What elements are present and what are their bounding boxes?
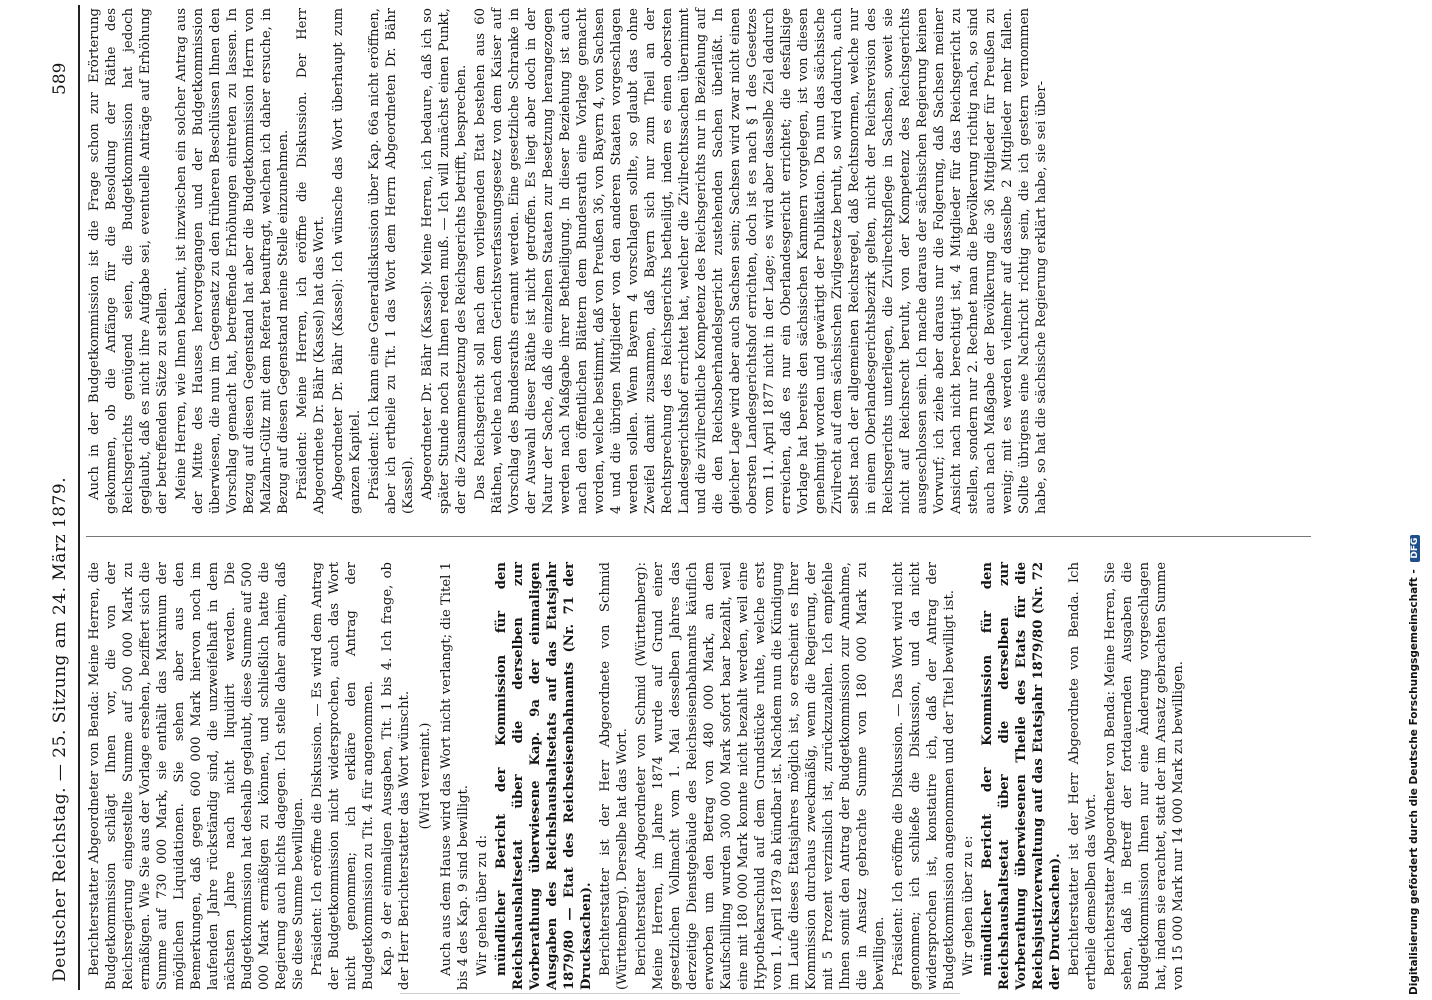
paragraph: Berichterstatter ist der Herr Abgeordnete von Schmid (Württemberg). Derselbe hat das Wort. [598, 562, 630, 990]
page-header [0, 0, 70, 1000]
dfg-logo-badge: DFG [1410, 535, 1420, 562]
paragraph: Berichterstatter Abgeordneter von Schmid (Württemberg): Meine Herren, im Jahre 1874 wurde auf Grund einer gesetzlichen Vollmacht vom 1. Mai desselben Jahres das derzeitige Dienstgebäude des Reichseisenbahnamts käuflich erworben um den Betrag von 480 000 Mark, an dem Kaufschilling wurden 300 000 Mark sofort baar bezahlt, weil eine mit 180 000 Mark konnte nicht bezahlt werden, weil eine Hypothekarschuld auf dem Grundstücke ruhte, welche erst vom 1. April 1879 ab kündbar ist. Nachdem nun die Kündigung im Laufe dieses Etatsjahres möglich ist, so erscheint es Ihrer Kommission durchaus zweckmäßig, wenn die Regierung, der mit 5 Prozent verzinslich ist, zurückzuzahlen. Ich empfehle Ihnen somit den Antrag der Budgetkommission zur Annahme, die in Ansatz gebrachte Summe von 180 000 Mark zu bewilligen. [634, 562, 887, 990]
paragraph: Kap. 9 der einmaligen Ausgaben, Tit. 1 bis 4. Ich frage, ob der Herr Berichterstatter das Wort wünscht. [380, 562, 412, 990]
paragraph: Abgeordneter Dr. Bähr (Kassel): Ich wünsche das Wort überhaupt zum ganzen Kapitel. [331, 8, 363, 514]
paragraph: Berichterstatter Abgeordneter von Benda: Meine Herren, Sie sehen, daß in Betreff der fortdauernden Ausgaben die Budgetkommission Ihnen nur eine Änderung vorgeschlagen hat, indem sie erachtet, statt der im Ansatz gebrachten Summe von 15 000 Mark nur 14 000 Mark zu bewilligen. [1103, 562, 1186, 990]
paragraph: Meine Herren, wie Ihnen bekannt, ist inzwischen ein solcher Antrag aus der Mitte des Hauses hervorgegangen und der Budgetkommission überwiesen, die nun im Gegensatz zu den früheren Beschlüssen Ihnen den Vorschlag gemacht hat, betreffende Erhöhungen eintreten zu lassen. In Bezug auf diesen Gegenstand hat aber die Budgetkommission Herrn von Malzahn-Gültz mit dem Referat beauftragt, welchen ich daher ersuche, in Bezug auf diesen Gegenstand meine Stelle einzunehmen. [174, 8, 291, 514]
digitization-note-text: Digitalisierung gefördert durch die Deutsche Forschungsgemeinschaft - [1408, 569, 1420, 995]
paragraph: Abgeordneter Dr. Bähr (Kassel): Meine Herren, ich bedaure, daß ich so später Stunde noch zu Ihnen reden muß. — Ich will zunächst einen Punkt, der die Zusammensetzung des Reichsgerichts betrifft, besprechen. [420, 8, 469, 514]
paragraph: Berichterstatter ist der Herr Abgeordnete von Benda. Ich ertheile demselben das Wort. [1067, 562, 1099, 990]
paragraph: Präsident: Meine Herren, ich eröffne die Diskussion. Der Herr Abgeordnete Dr. Bähr (Kassel) hat das Wort. [295, 8, 327, 514]
paragraph: Präsident: Ich eröffne die Diskussion. — Das Wort wird nicht genommen; ich schließe die Diskussion, und da nicht widersprochen ist, konstatire ich, daß der Antrag der Budgetkommission angenommen und der Titel bewilligt ist. [891, 562, 957, 990]
page-number: 589 [50, 62, 70, 95]
left-column [86, 562, 1189, 990]
section-heading: mündlicher Bericht der Kommission für den Reichshaushaltsetat über die derselben zur Vorberathung überwiesene Kap. 9a der einmaligen Ausgaben des Reichshaushaltsetats auf das Etatsjahr 1879/80 — Etat des Reichseisenbahnamts (Nr. 71 der Drucksachen). [494, 562, 594, 990]
paragraph: Wir gehen über zu e: [961, 835, 976, 976]
paragraph: Präsident: Ich eröffne die Diskussion. — Es wird dem Antrag der Budgetkommission nicht widersprochen, auch das Wort nicht genommen; ich erkläre den Antrag der Budgetkommission zu Tit. 4 für angenommen. [310, 562, 376, 990]
margin-mark [400, 993, 960, 994]
paragraph: Präsident: Ich kann eine Generaldiskussion über Kap. 66a nicht eröffnen, aber ich ertheile zu Tit. 1 das Wort dem Herrn Abgeordneten Dr. Bähr (Kassel). [367, 8, 416, 514]
section-heading: mündlicher Bericht der Kommission für den Reichshaushaltsetat über die derselben zur Vorberathung überwiesenen Theile des Etats für die Reichsjustizverwaltung auf das Etatsjahr 1879/80 (Nr. 72 der Drucksachen). [980, 562, 1063, 990]
paragraph: Wir gehen über zu d: [475, 834, 490, 976]
paragraph: Berichterstatter Abgeordneter von Benda: Meine Herren, die Budgetkommission schlägt Ihnen vor, die von der Reichsregierung eingestellte Summe auf 500 000 Mark zu ermäßigen. Wie Sie aus der Vorlage ersehen, beziffert sich die Summe auf 730 000 Mark, sie enthält das Maximum der möglichen Liquidationen. Sie sehen aber aus den Bemerkungen, daß gegen 600 000 Mark hiervon noch im laufenden Jahre rückständig sind, die unzweifelhaft in dem nächsten Jahre nach nicht liquidirt werden. Die Budgetkommission hat deshalb geglaubt, diese Summe auf 500 000 Mark ermäßigen zu können, und schließlich hatte die Regierung auch nichts dagegen. Ich stelle daher anheim, daß Sie diese Summe bewilligen. [87, 562, 306, 990]
paragraph: Das Reichsgericht soll nach dem vorliegenden Etat bestehen aus 60 Räthen, welche nach dem Gerichtsverfassungsgesetz von dem Kaiser auf Vorschlag des Bundesraths ernannt werden. Eine gesetzliche Schranke in der Auswahl dieser Räthe ist nicht getroffen. Es liegt aber doch in der Natur der Sache, daß die einzelnen Staaten zur Besetzung herangezogen werden nach Maßgabe ihrer Betheiligung. In dieser Beziehung ist auch nach den öffentlichen Blättern dem Bundesrath eine Vorlage gemacht worden, welche bestimmt, daß von Preußen 36, von Bayern 4, von Sachsen 4 und die übrigen Mitglieder von den anderen Staaten vorgeschlagen werden sollen. Wenn Bayern 4 vorschlagen sollte, so glaubt das ohne Zweifel damit zusammen, daß Bayern sich nur zum Theil an der Rechtsprechung des Reichsgerichts betheiligt, indem es einen obersten Landesgerichtshof errichtet hat, welcher die Zivilrechtssachen übernimmt und die zivilrechtliche Kompetenz des Reichsgerichts nur in Beziehung auf die den Reichsoberhandelsgericht zustehenden Sachen überläßt. In gleicher Lage wird aber auch Sachsen sein; Sachsen wird zwar nicht einen obersten Landesgerichtshof errichten, doch ist es nach § 1 des Gesetzes vom 11. April 1877 nicht in der Lage; es wird aber dasselbe Ziel dadurch erreichen, daß es nur ein Oberlandesgericht errichtet; die desfallsige Vorlage hat bereits den sächsischen Kammern vorgelegen, ist von diesen genehmigt worden und gewärtigt der Publikation. Da nun das sächsische Zivilrecht auf dem sächsischen Zivilgesetze beruht, so wird dadurch, auch selbst nach der allgemeinen Reichsregel, daß Rechtsnormen, welche nur in einem Oberlandesgerichtsbezirk gelten, nicht der Reichsrevision des Reichsgerichts unterliegen, die Zivilrechtspflege in Sachsen, soweit sie nicht auf Reichsrecht beruht, von der Kompetenz des Reichsgerichts ausgeschlossen sein. Ich mache daraus der sächsischen Regierung keinen Vorwurf; ich ziehe aber daraus nur die Folgerung, daß Sachsen meiner Ansicht nach nicht berechtigt ist, 4 Mitglieder für das Reichsgericht zu stellen, sondern nur 2. Rechnet man die Bevölkerung richtig nach, so sind auch nach Maßgabe der Bevölkerung die 36 Mitglieder für Preußen zu wenig; mit es werden vielmehr auf dasselbe 2 Mitglieder mehr fallen. Sollte übrigens eine Nachricht richtig sein, die ich gestern vernommen habe, so hat die sächsische Regierung erklärt habe, sie sei über- [473, 8, 1049, 514]
stage-direction: (Wird verneint.) [418, 722, 433, 830]
running-head: Deutscher Reichstag. — 25. Sitzung am 24. März 1879. [50, 476, 70, 982]
paragraph: Auch in der Budgetkommission ist die Frage schon zur Erörterung gekommen, ob die Anfänge für die Besoldung der Räthe des Reichsgerichts genügend seien, die Budgetkommission hat jedoch geglaubt, daß es nicht ihre Aufgabe sei, eventuelle Anträge auf Erhöhung der betreffenden Sätze zu stellen. [87, 8, 170, 514]
digitization-note [1408, 535, 1420, 995]
paragraph: Auch aus dem Hause wird das Wort nicht verlangt; die Titel 1 bis 4 des Kap. 9 sind bewilligt. [439, 562, 471, 990]
right-column [86, 8, 1052, 514]
column-divider [86, 536, 1311, 537]
header-rule [78, 5, 80, 990]
